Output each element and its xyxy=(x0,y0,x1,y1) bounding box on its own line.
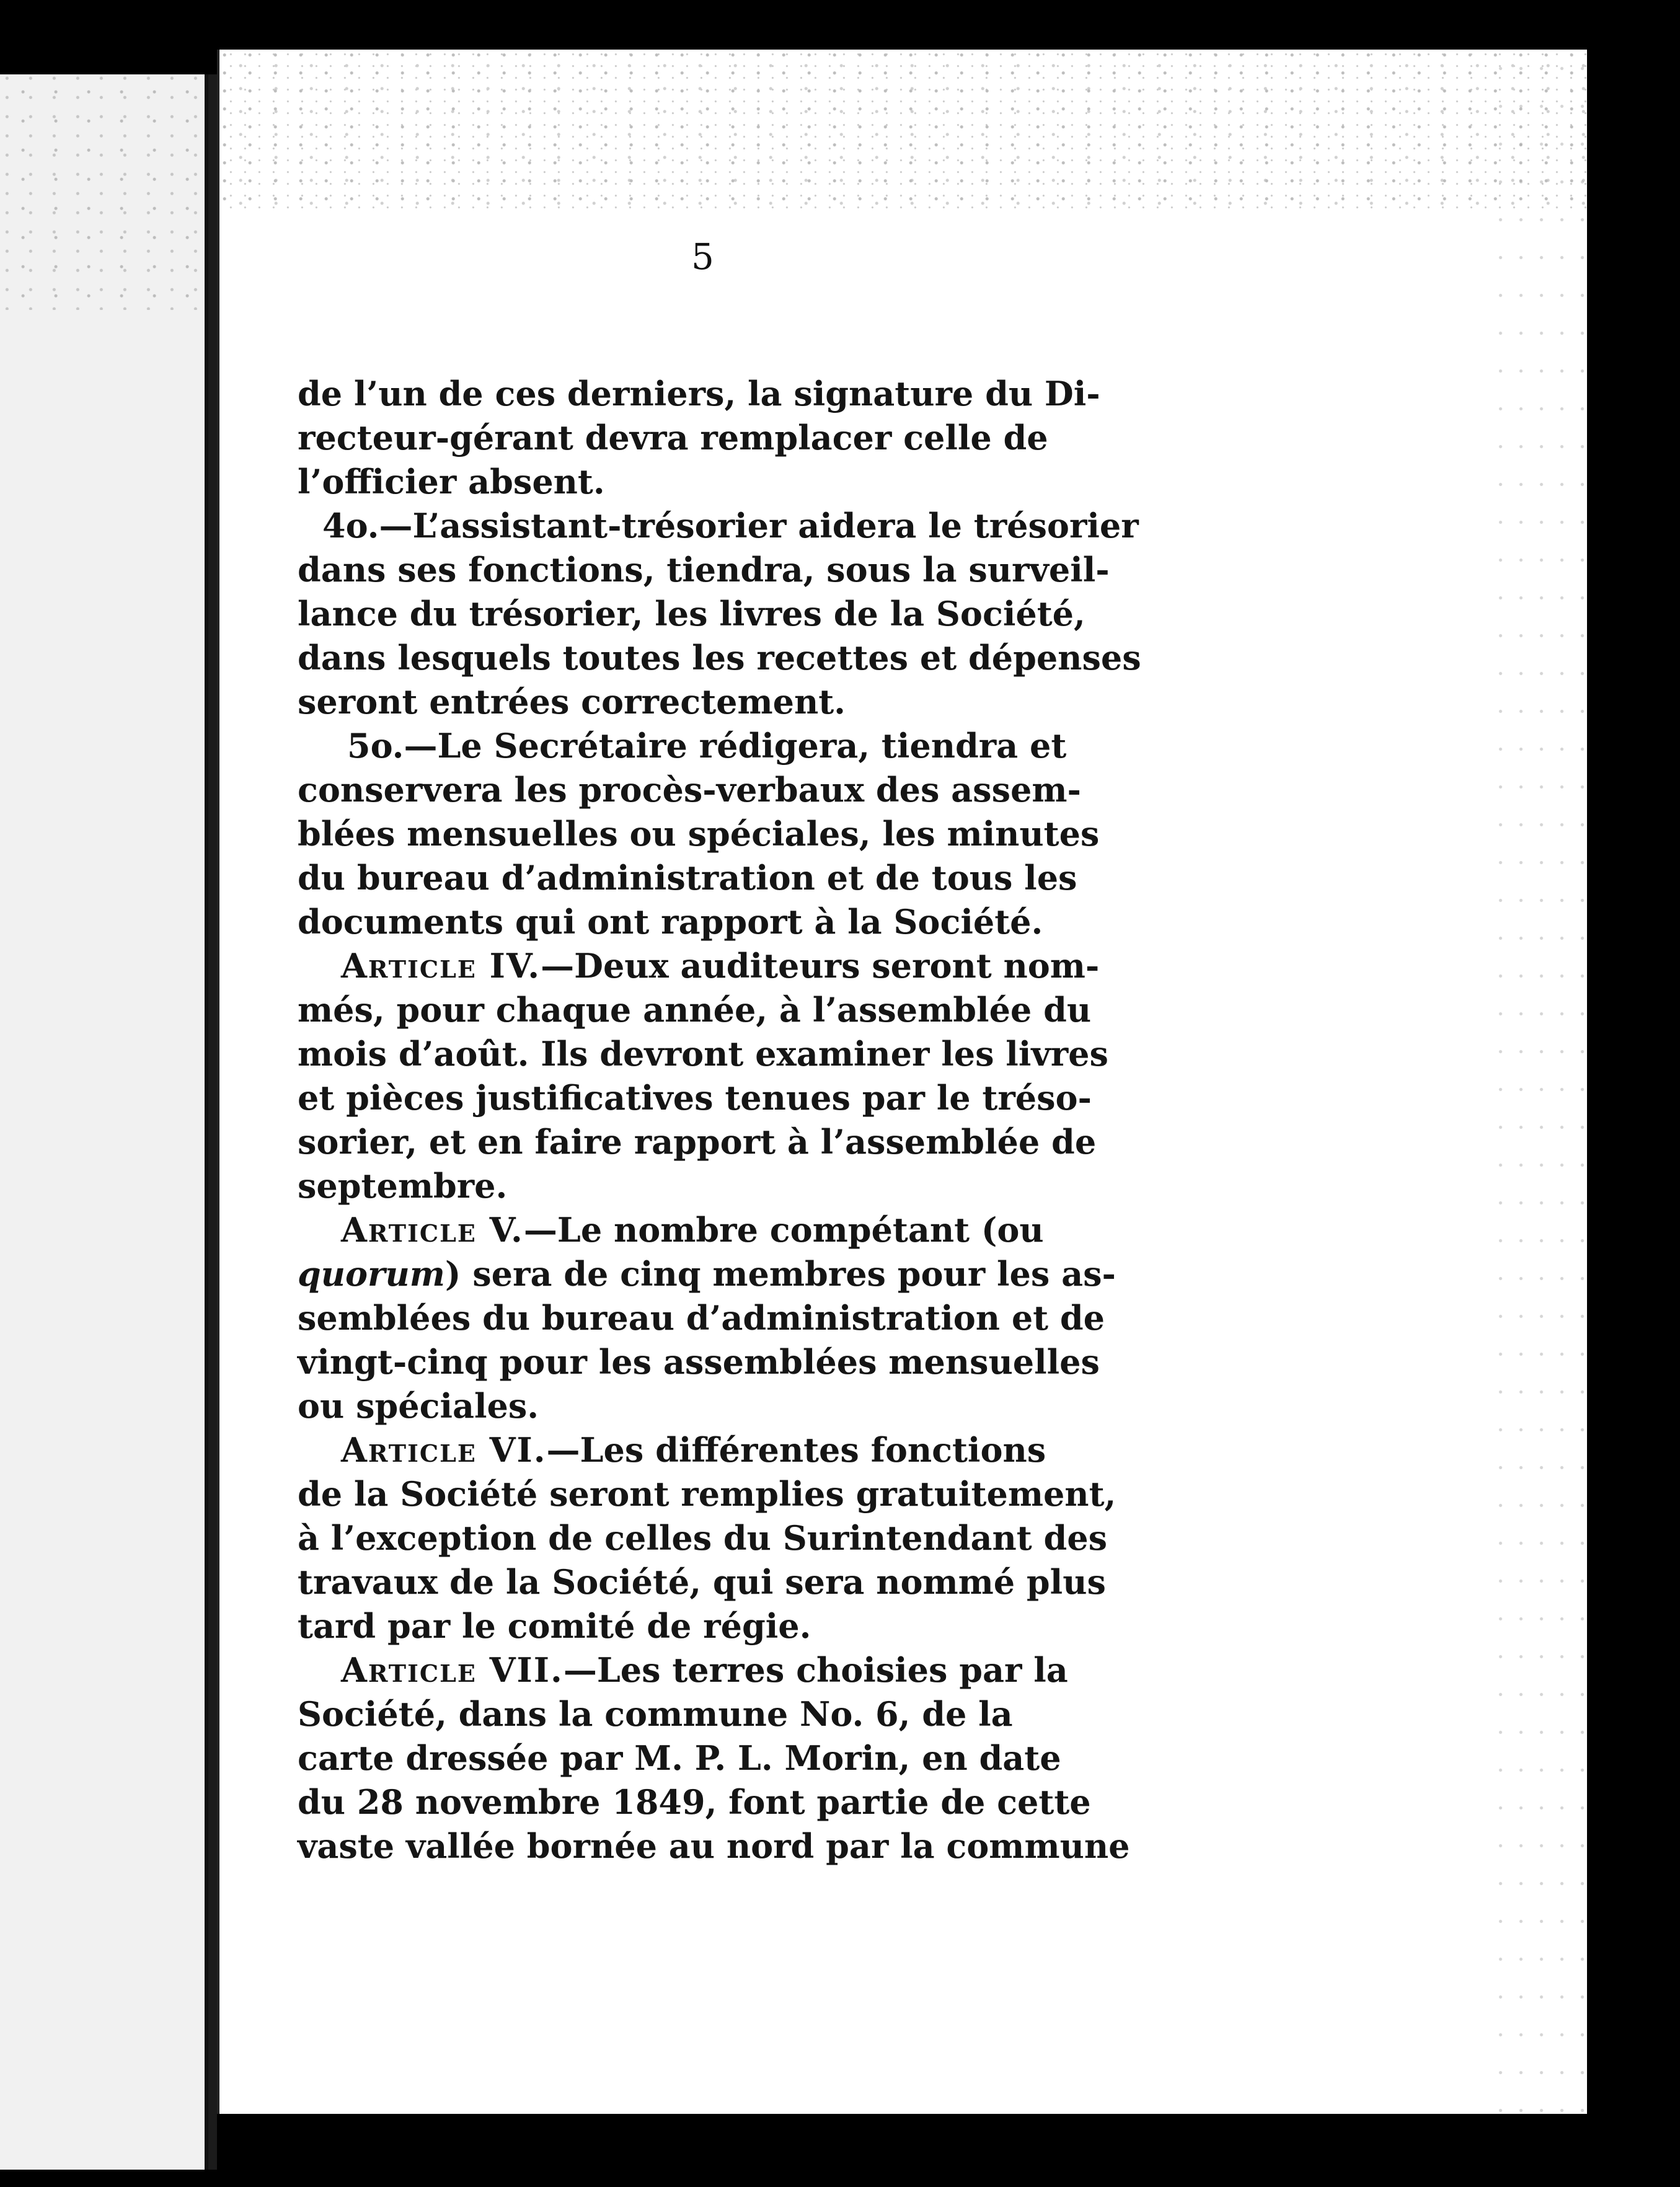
text-line: recteur-gérant devra remplacer celle de xyxy=(298,418,1048,457)
article-line xyxy=(298,1252,1389,1296)
text-line: du 28 novembre 1849, font partie de cette xyxy=(298,1782,1091,1822)
text-line: et pièces justificatives tenues par le tréso- xyxy=(298,1078,1092,1118)
text-fragment: —Les différentes fonctions xyxy=(546,1430,1046,1470)
text-line: du bureau d’administration et de tous les xyxy=(298,858,1077,898)
text-line: més, pour chaque année, à l’assemblée du xyxy=(298,990,1092,1030)
article-line xyxy=(298,1208,1389,1252)
article-line xyxy=(298,1648,1389,1692)
paper-speckle xyxy=(0,74,205,310)
text-line: vaste vallée bornée au nord par la commune xyxy=(298,1826,1130,1866)
article-line xyxy=(298,1428,1389,1472)
book-gutter xyxy=(208,74,217,2170)
text-line: à l’exception de celles du Surintendant des xyxy=(298,1518,1108,1558)
italic-term: quorum xyxy=(298,1254,445,1294)
text-line: dans ses fonctions, tiendra, sous la surveil- xyxy=(298,550,1110,590)
text-line: travaux de la Société, qui sera nommé plus xyxy=(298,1562,1106,1602)
text-line: 4o.—L’assistant-trésorier aidera le trésorier xyxy=(322,506,1139,546)
body-text xyxy=(298,372,1389,1868)
article-heading: Article VII. xyxy=(341,1650,564,1690)
text-line: carte dressée par M. P. L. Morin, en date xyxy=(298,1738,1061,1778)
paper-speckle xyxy=(1490,50,1589,2114)
text-fragment: ) sera de cinq membres pour les as- xyxy=(444,1254,1116,1294)
text-fragment: —Le nombre compétant (ou xyxy=(523,1210,1044,1250)
text-line: l’officier absent. xyxy=(298,462,605,501)
text-line: vingt-cinq pour les assemblées mensuelles xyxy=(298,1342,1100,1382)
text-line: ou spéciales. xyxy=(298,1386,539,1426)
scan-border xyxy=(1587,37,1655,2145)
text-fragment: —Les terres choisies par la xyxy=(563,1650,1068,1690)
text-line: Société, dans la commune No. 6, de la xyxy=(298,1694,1013,1734)
text-line: de la Société seront remplies gratuitement, xyxy=(298,1474,1116,1514)
article-heading: Article IV. xyxy=(341,946,541,986)
article-line xyxy=(298,944,1389,988)
text-line: dans lesquels toutes les recettes et dépenses xyxy=(298,638,1141,678)
text-line: 5o.—Le Secrétaire rédigera, tiendra et xyxy=(347,726,1067,766)
text-line: sorier, et en faire rapport à l’assemblée de xyxy=(298,1122,1097,1162)
text-line: de l’un de ces derniers, la signature du Di- xyxy=(298,374,1100,413)
paper-speckle xyxy=(219,50,1589,211)
facing-page xyxy=(0,74,208,2170)
text-line: seront entrées correctement. xyxy=(298,682,846,722)
text-line: documents qui ont rapport à la Société. xyxy=(298,902,1043,942)
article-heading: Article VI. xyxy=(341,1430,547,1470)
text-line: mois d’août. Ils devront examiner les livres xyxy=(298,1034,1108,1074)
text-line: semblées du bureau d’administration et de xyxy=(298,1298,1105,1338)
text-line: septembre. xyxy=(298,1166,508,1206)
text-line: conservera les procès-verbaux des assem- xyxy=(298,770,1081,810)
page-number: 5 xyxy=(691,236,714,278)
text-fragment: —Deux auditeurs seront nom- xyxy=(541,946,1100,986)
article-heading: Article V. xyxy=(341,1210,524,1250)
text-line: tard par le comité de régie. xyxy=(298,1606,811,1646)
text-line: blées mensuelles ou spéciales, les minutes xyxy=(298,814,1100,854)
text-line: lance du trésorier, les livres de la Société, xyxy=(298,594,1085,634)
